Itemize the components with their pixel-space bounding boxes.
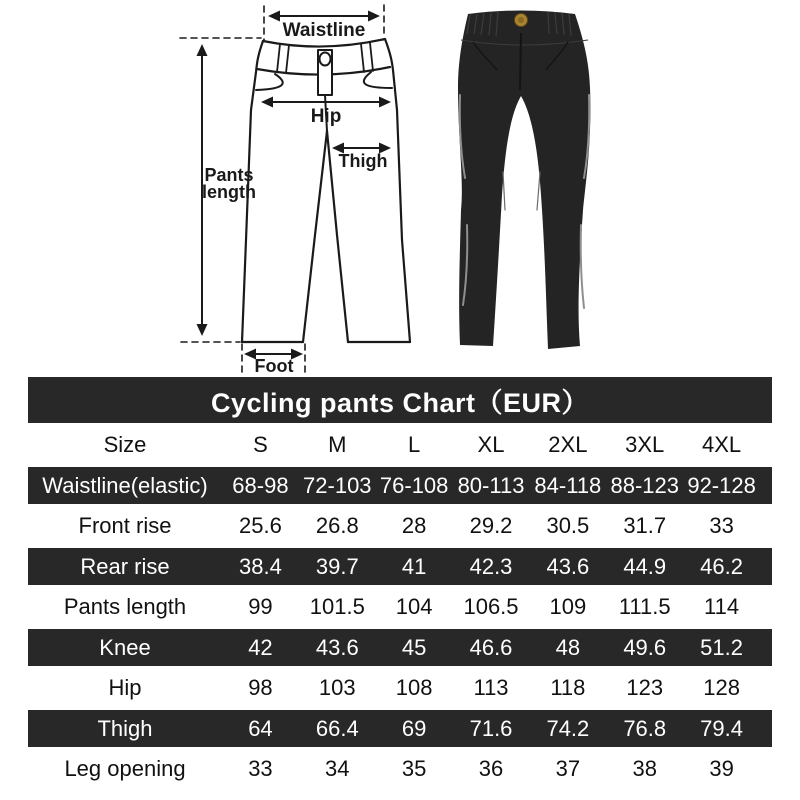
value-cell: 25.6: [239, 513, 282, 538]
value-cell: 51.2: [700, 634, 743, 660]
pants-outline: [242, 39, 410, 342]
value-cell: 38: [632, 756, 657, 781]
value-cell: 103: [318, 675, 356, 700]
value-cell: 74.2: [546, 715, 590, 741]
hip-label: Hip: [310, 106, 342, 127]
value-cell: 43.6: [546, 553, 590, 579]
value-cell: 38.4: [239, 553, 282, 579]
row-label: Hip: [108, 675, 142, 700]
value-cell: 109: [549, 594, 587, 619]
table-row-rear-rise: [28, 548, 772, 585]
value-cell: 37: [555, 756, 581, 781]
value-cell: 42: [248, 634, 273, 660]
size-column-header: S: [253, 432, 268, 457]
size-chart-table: [28, 377, 772, 791]
value-cell: 48: [555, 634, 581, 660]
value-cell: 29.2: [469, 513, 513, 538]
pants-line-diagram: [180, 5, 410, 376]
row-label: Leg opening: [64, 756, 186, 781]
value-cell: 128: [703, 675, 740, 700]
waistline-label: Waistline: [282, 20, 366, 41]
row-label: Knee: [99, 634, 151, 660]
value-cell: 39: [709, 756, 734, 781]
value-cell: 64: [248, 715, 273, 741]
value-cell: 114: [704, 594, 740, 619]
value-cell: 49.6: [623, 634, 667, 660]
value-cell: 33: [248, 756, 273, 781]
value-cell: 72-103: [303, 472, 372, 498]
table-row-front-rise: [28, 504, 772, 548]
table-row-thigh: [28, 710, 772, 747]
table-title: Cycling pants Chart（EUR）: [210, 387, 590, 418]
value-cell: 113: [473, 675, 509, 700]
size-header-row: [28, 423, 772, 467]
size-column-header: XL: [477, 432, 505, 457]
row-label: Thigh: [97, 715, 153, 741]
waist-button: [515, 14, 528, 27]
value-cell: 71.6: [469, 715, 513, 741]
size-header-label: Size: [103, 432, 147, 457]
value-cell: 92-128: [687, 472, 756, 498]
pants-photo: [458, 11, 590, 350]
value-cell: 118: [550, 675, 586, 700]
value-cell: 108: [395, 675, 433, 700]
value-cell: 33: [709, 513, 734, 538]
value-cell: 41: [401, 553, 427, 579]
value-cell: 28: [401, 513, 427, 538]
value-cell: 35: [401, 756, 427, 781]
top-illustrations: [0, 0, 800, 377]
value-cell: 106.5: [463, 594, 519, 619]
pants-photo-silhouette: [458, 11, 590, 350]
thigh-label: Thigh: [338, 151, 388, 171]
value-cell: 66.4: [315, 715, 359, 741]
pants-length-label-line1: Pants: [204, 165, 254, 185]
value-cell: 43.6: [315, 634, 359, 660]
value-cell: 69: [401, 715, 427, 741]
value-cell: 84-118: [534, 472, 602, 498]
value-cell: 104: [395, 594, 433, 619]
value-cell: 39.7: [315, 553, 359, 579]
size-column-header: M: [328, 432, 347, 457]
value-cell: 46.2: [700, 553, 743, 579]
value-cell: 98: [248, 675, 273, 700]
table-title-bar: [28, 377, 772, 423]
size-column-header: L: [408, 432, 421, 457]
value-cell: 31.7: [623, 513, 667, 538]
value-cell: 80-113: [457, 472, 525, 498]
value-cell: 123: [626, 675, 664, 700]
value-cell: 34: [325, 756, 350, 781]
row-label: Pants length: [63, 594, 187, 619]
table-row-pants-length: [28, 585, 772, 629]
size-column-header: 3XL: [625, 432, 665, 457]
row-label: Rear rise: [80, 553, 170, 579]
value-cell: 111.5: [618, 594, 671, 619]
value-cell: 46.6: [469, 634, 513, 660]
size-column-header: 2XL: [548, 432, 588, 457]
table-row-knee: [28, 629, 772, 666]
size-column-header: 4XL: [702, 432, 742, 457]
value-cell: 44.9: [623, 553, 667, 579]
pants-art-svg: [0, 0, 800, 377]
value-cell: 88-123: [610, 472, 679, 498]
value-cell: 76.8: [623, 715, 667, 741]
value-cell: 36: [478, 756, 504, 781]
value-cell: 30.5: [546, 513, 590, 538]
pants-length-label-line2: length: [202, 182, 256, 202]
value-cell: 76-108: [379, 472, 449, 498]
value-cell: 42.3: [469, 553, 513, 579]
value-cell: 45: [401, 634, 427, 660]
table-row-hip: [28, 666, 772, 710]
foot-label: Foot: [254, 356, 294, 376]
row-label: Front rise: [78, 513, 172, 538]
value-cell: 99: [248, 594, 273, 619]
row-label: Waistline(elastic): [42, 472, 208, 498]
value-cell: 68-98: [232, 472, 289, 498]
value-cell: 79.4: [700, 715, 743, 741]
table-rows: [28, 467, 772, 791]
value-cell: 26.8: [315, 513, 359, 538]
value-cell: 101.5: [309, 594, 365, 619]
table-row-waistline-elastic: [28, 467, 772, 504]
table-row-leg-opening: [28, 747, 772, 791]
